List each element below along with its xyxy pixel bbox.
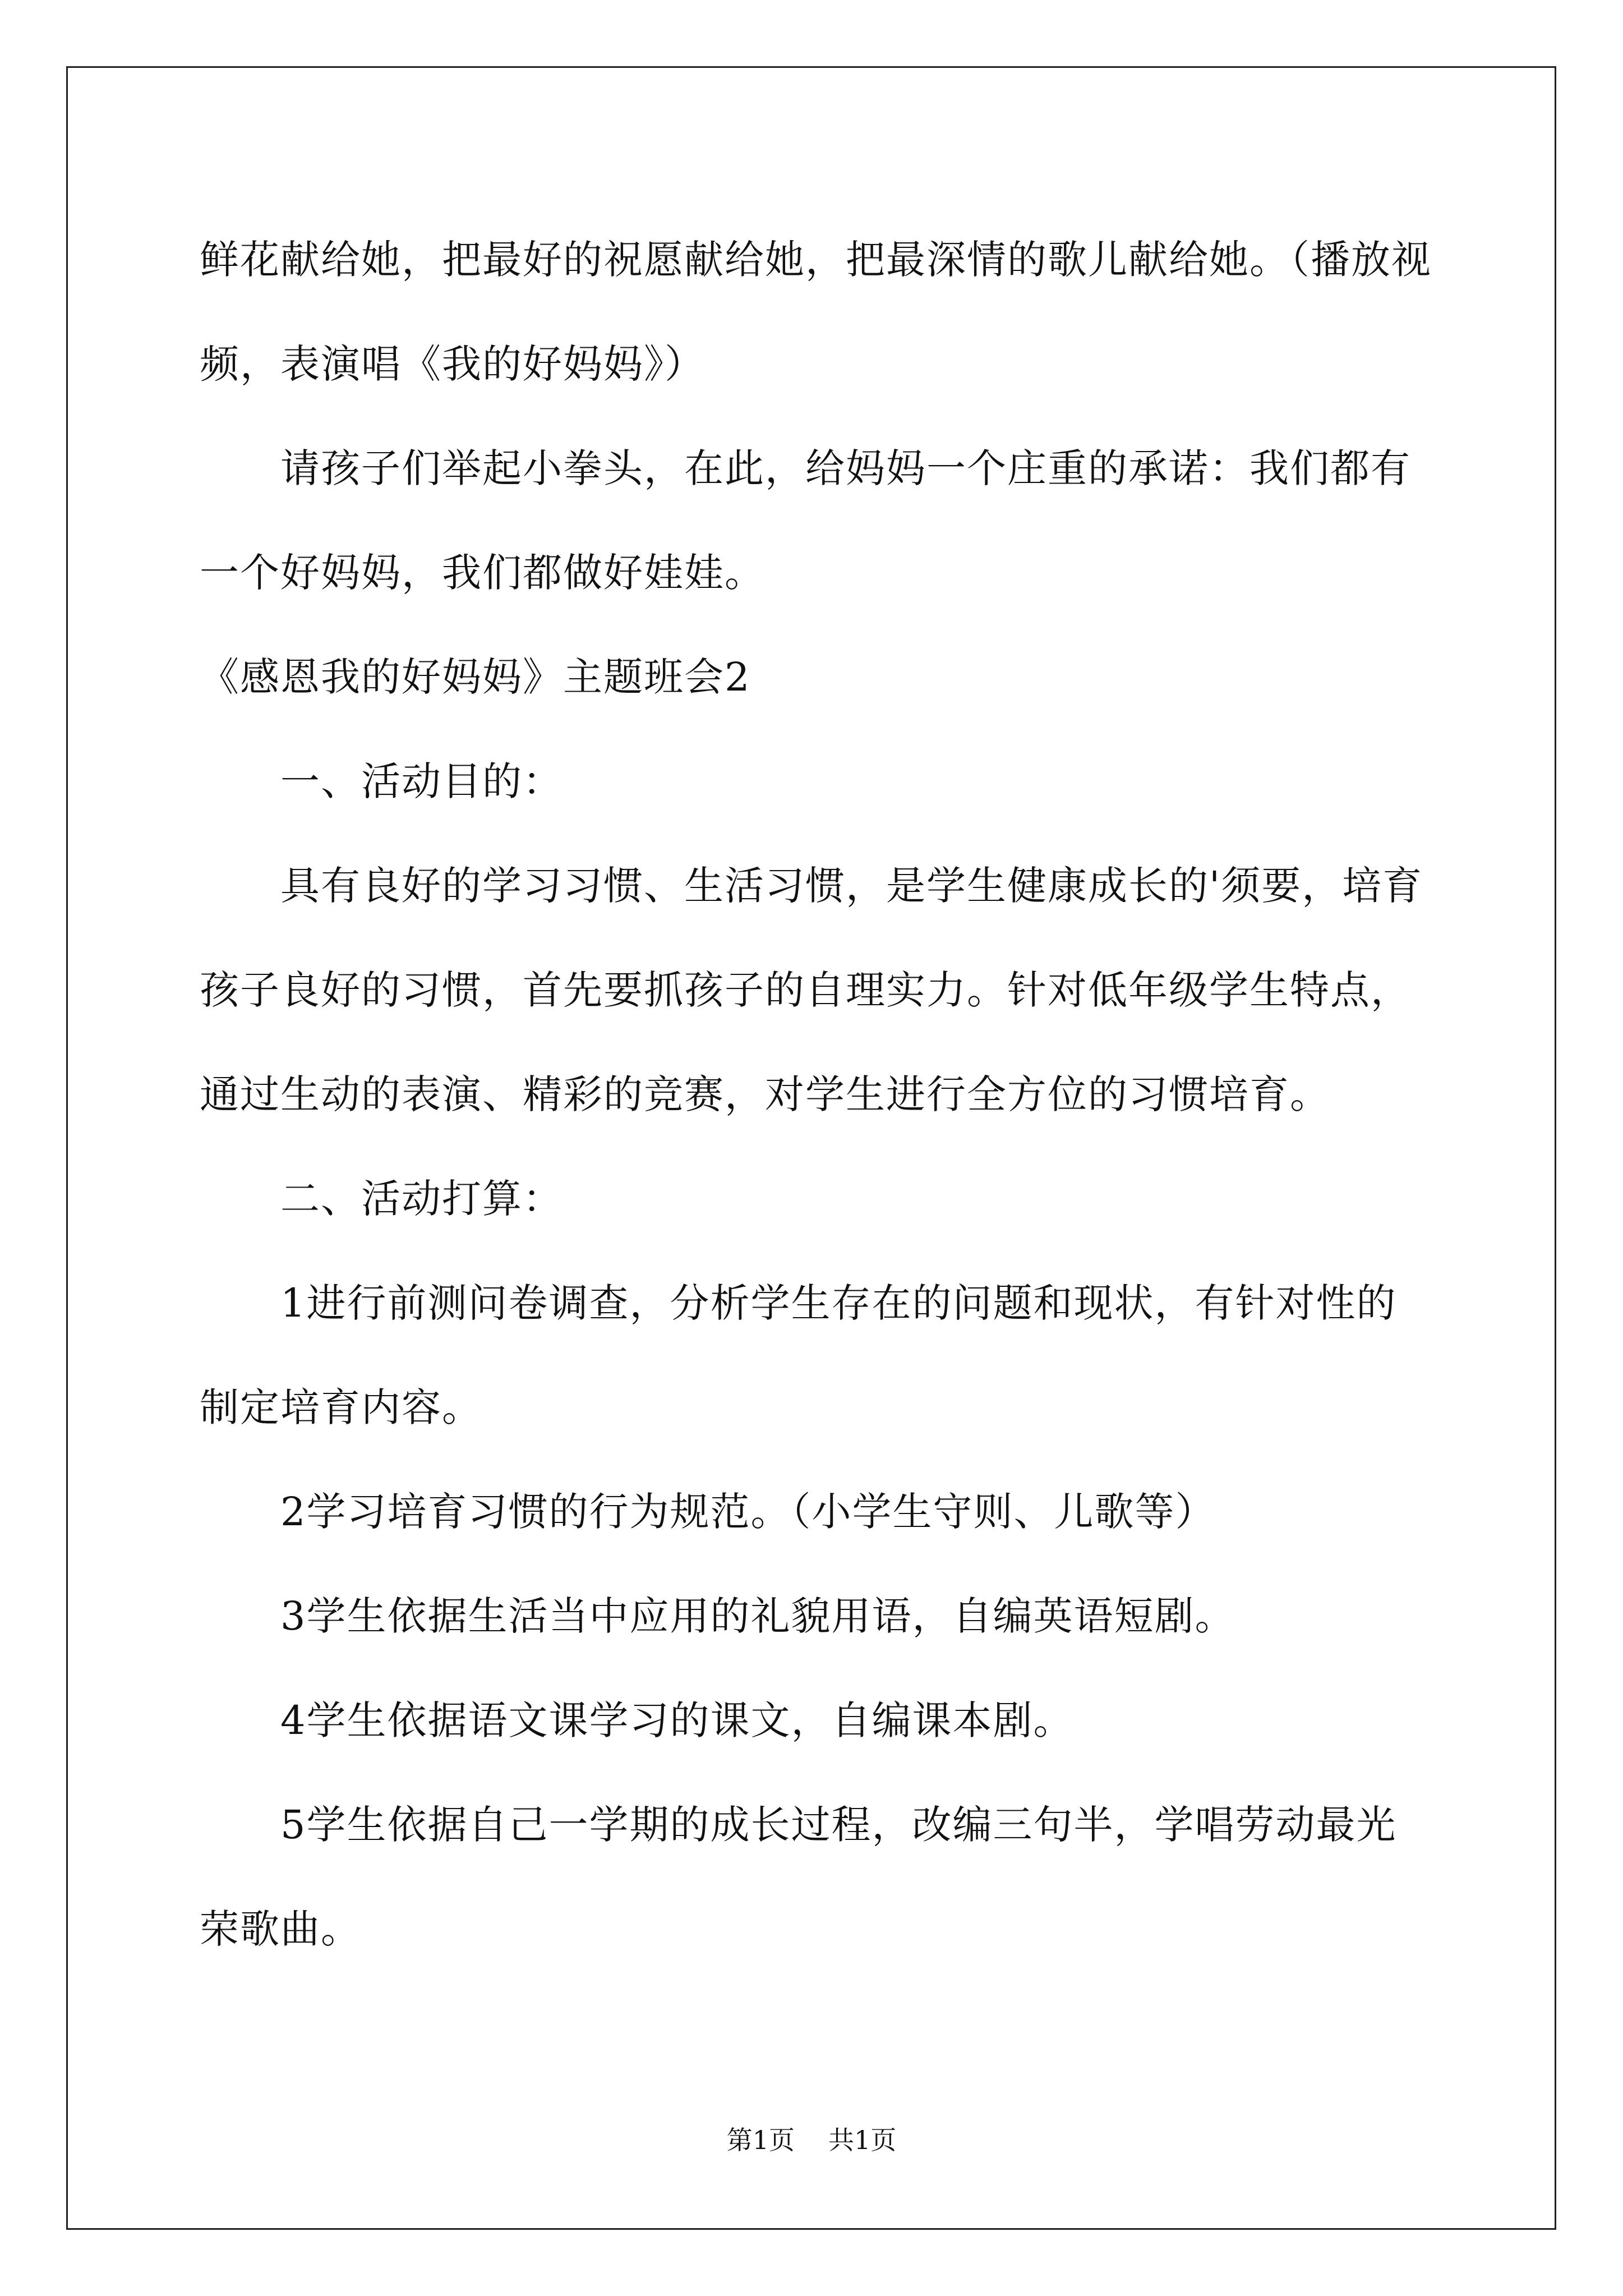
paragraph-purpose-body: 具有良好的学习习惯、生活习惯，是学生健康成长的'须要，培育孩子良好的习惯，首先要抓孩子的自理实力。针对低年级学生特点，通过生动的表演、精彩的竞赛，对学生进行全方位的习惯培育。 <box>200 863 1423 1117</box>
page-footer <box>0 2123 1623 2157</box>
list-item-plan-1: 1进行前测问卷调查，分析学生存在的问题和现状，有针对性的制定培育内容。 <box>200 1280 1397 1430</box>
list-item-plan-5: 5学生依据自己一学期的成长过程，改编三句半，学唱劳动最光荣歌曲。 <box>200 1802 1397 1952</box>
list-item-plan-2: 2学习培育习惯的行为规范。（小学生守则、儿歌等） <box>280 1489 1216 1535</box>
page-total: 共1页 <box>828 2125 897 2155</box>
subheading-activity-purpose: 一、活动目的： <box>280 758 563 804</box>
section-title: 《感恩我的好妈妈》主题班会2 <box>200 654 751 700</box>
paragraph-continuation: 鲜花献给她，把最好的祝愿献给她，把最深情的歌儿献给她。（播放视频，表演唱《我的好妈妈》） <box>200 237 1432 387</box>
subheading-activity-plan: 二、活动打算： <box>280 1176 563 1222</box>
list-item-plan-3: 3学生依据生活当中应用的礼貌用语，自编英语短剧。 <box>280 1593 1235 1639</box>
paragraph-promise: 请孩子们举起小拳头，在此，给妈妈一个庄重的承诺：我们都有一个好妈妈，我们都做好娃娃。 <box>200 445 1411 596</box>
document-body <box>200 208 1433 1981</box>
page-number: 第1页 <box>726 2125 795 2155</box>
list-item-plan-4: 4学生依据语文课学习的课文，自编课本剧。 <box>280 1697 1074 1743</box>
